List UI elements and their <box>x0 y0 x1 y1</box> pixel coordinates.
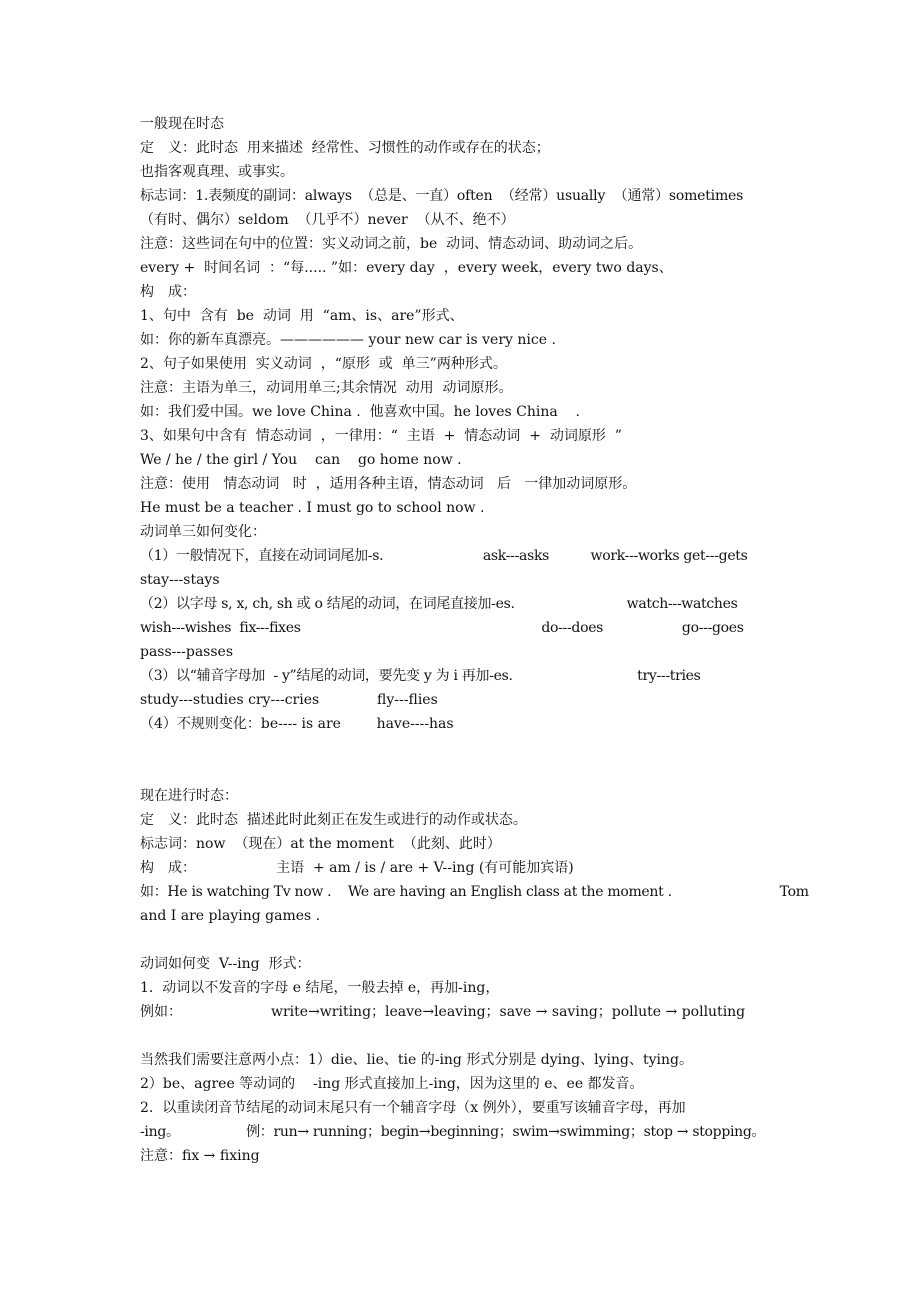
section-title-present-continuous: 现在进行时态： <box>140 788 238 804</box>
paragraph-line: （有时、偶尔）seldom （几乎不）never （从不、绝不） <box>140 212 515 228</box>
paragraph-line: 定 义：此时态 描述此时此刻正在发生或进行的动作或状态。 <box>140 812 527 828</box>
paragraph-line: 注意：主语为单三，动词用单三;其余情况 动用 动词原形。 <box>140 380 513 396</box>
spacer <box>140 1024 800 1048</box>
paragraph-line: 2、句子如果使用 实义动词 ，“原形 或 单三”两种形式。 <box>140 356 507 372</box>
paragraph-line: 如：我们爱中国。we love China . 他喜欢中国。he loves China . <box>140 404 580 420</box>
paragraph-line: We / he / the girl / You can go home now . <box>140 452 462 468</box>
paragraph-line: 1、句中 含有 be 动词 用 “am、is、are”形式、 <box>140 308 464 324</box>
paragraph-line: 如：你的新车真漂亮。—————— your new car is very nice . <box>140 332 556 348</box>
spacer <box>140 928 800 952</box>
paragraph-line: 2. 以重读闭音节结尾的动词末尾只有一个辅音字母（x 例外），要重写该辅音字母，再加 <box>140 1100 686 1116</box>
document-page <box>140 112 809 1168</box>
paragraph-line: 当然我们需要注意两小点：1）die、lie、tie 的-ing 形式分别是 dying、lying、tying。 <box>140 1052 693 1068</box>
paragraph-line: 3、如果句中含有 情态动词 ，一律用：“ 主语 + 情态动词 + 动词原形 ” <box>140 428 622 444</box>
paragraph-line: 标志词：1.表频度的副词：always （总是、一直）often （经常）usually （通常）sometimes <box>140 188 744 204</box>
paragraph-line: 也指客观真理、或事实。 <box>140 164 294 180</box>
paragraph-line: 例如： write→writing；leave→leaving；save → saving；pollute → polluting <box>140 1004 746 1020</box>
paragraph-line: 注意：使用 情态动词 时 ，适用各种主语，情态动词 后 一律加动词原形。 <box>140 476 637 492</box>
paragraph-line: 标志词：now （现在）at the moment （此刻、此时） <box>140 836 501 852</box>
paragraph-line: （3）以“辅音字母加 - y”结尾的动词，要先变 y 为 i 再加-es. try---tries <box>140 668 701 684</box>
paragraph-line: 注意：这些词在句中的位置：实义动词之前，be 动词、情态动词、助动词之后。 <box>140 236 643 252</box>
paragraph-line: 2）be、agree 等动词的 -ing 形式直接加上-ing，因为这里的 e、ee 都发音。 <box>140 1076 644 1092</box>
paragraph-line: 注意：fix → fixing <box>140 1148 260 1164</box>
spacer <box>140 736 800 760</box>
section-title-ving: 动词如何变 V--ing 形式： <box>140 956 311 972</box>
paragraph-line: -ing。 例：run→ running；begin→beginning；swim→swimming；stop → stopping。 <box>140 1124 766 1140</box>
section-title-simple-present: 一般现在时态 <box>140 116 224 132</box>
paragraph-line: wish---wishes fix---fixes do---does go---goes <box>140 620 744 636</box>
paragraph-line: stay---stays <box>140 572 220 588</box>
spacer <box>140 760 800 784</box>
paragraph-line: He must be a teacher . I must go to school now . <box>140 500 485 516</box>
paragraph-line: （1）一般情况下，直接在动词词尾加-s. ask---asks work---works get---gets <box>140 548 748 564</box>
paragraph-line: pass---passes <box>140 644 234 660</box>
paragraph-line: 构 成： 主语 + am / is / are + V--ing (有可能加宾语) <box>140 860 574 876</box>
paragraph-line: （2）以字母 s, x, ch, sh 或 o 结尾的动词，在词尾直接加-es. watch---watches <box>140 596 738 612</box>
paragraph-line: and I are playing games . <box>140 908 321 924</box>
paragraph-line: 构 成： <box>140 284 196 300</box>
paragraph-line: （4）不规则变化：be---- is are have----has <box>140 716 454 732</box>
paragraph-line: 动词单三如何变化： <box>140 524 266 540</box>
paragraph-line: 定 义：此时态 用来描述 经常性、习惯性的动作或存在的状态； <box>140 140 550 156</box>
paragraph-line: every + 时间名词 ：“每..... ”如：every day ，every week，every two days、 <box>140 260 673 276</box>
paragraph-line: study---studies cry---cries fly---flies <box>140 692 438 708</box>
paragraph-line: 1. 动词以不发音的字母 e 结尾，一般去掉 e，再加-ing， <box>140 980 500 996</box>
paragraph-line: 如：He is watching Tv now . We are having an English class at the moment . Tom <box>140 884 809 900</box>
